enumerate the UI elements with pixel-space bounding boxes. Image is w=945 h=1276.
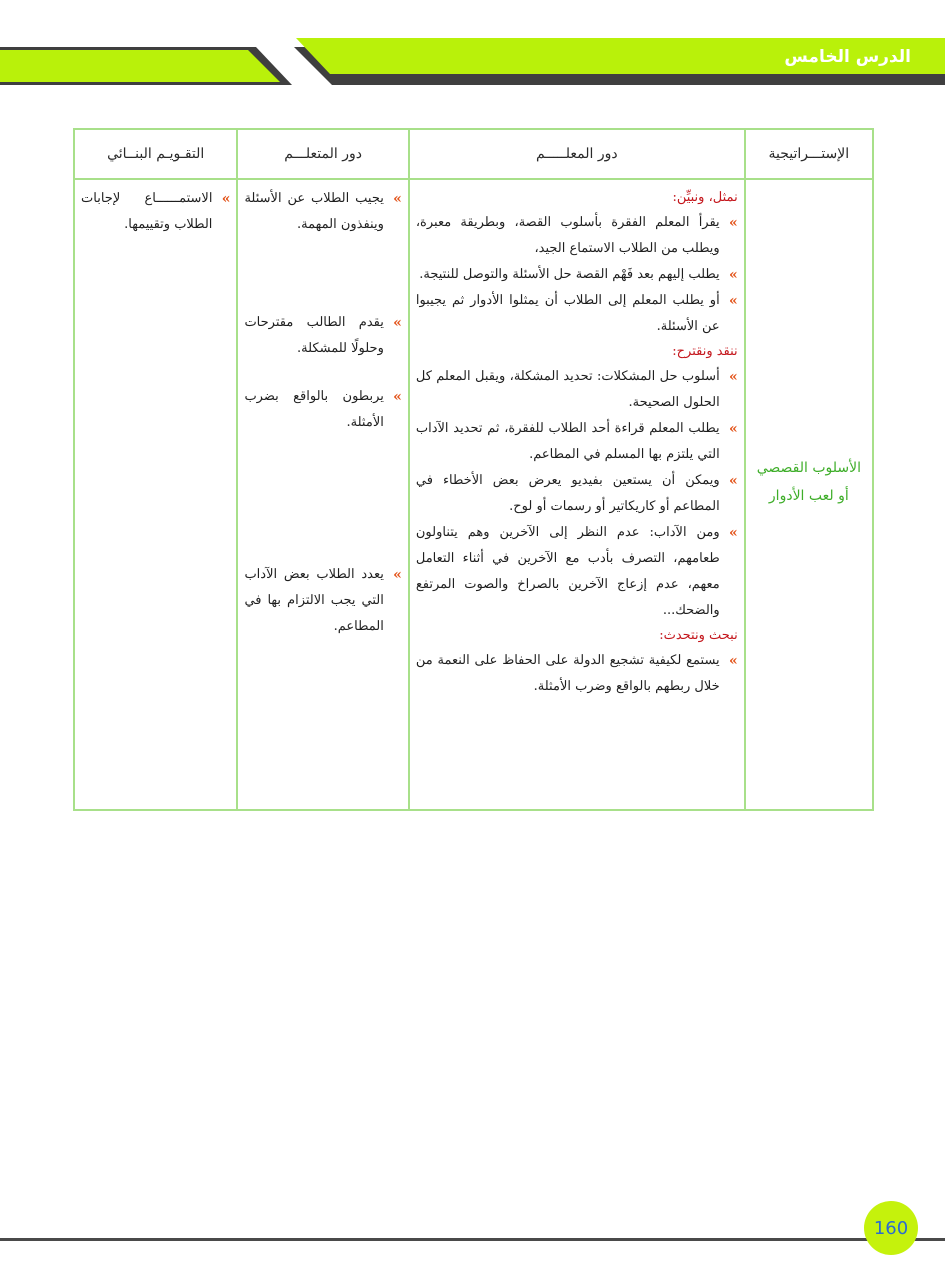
footer-line xyxy=(0,1238,945,1241)
learner-role-cell xyxy=(237,179,408,810)
header-teacher-role: دور المعلـــــم xyxy=(409,129,745,179)
learner-item: » يقدم الطالب مقترحات وحلولًا للمشكلة. xyxy=(244,310,401,362)
strategy-line-2: أو لعب الأدوار xyxy=(768,488,849,504)
teacher-role-cell xyxy=(409,179,745,810)
lesson-plan-table xyxy=(73,128,874,811)
lesson-title: الدرس الخامس xyxy=(784,47,911,67)
spacer xyxy=(244,238,401,310)
teacher-item: » ومن الآداب: عدم النظر إلى الآخرين وهم يتناولون طعامهم، التصرف بأدب مع الآخرين في أثناء التعامل معهم، عدم إزعاج الآخرين بالصراخ والصوت المرتفع والضحك... xyxy=(416,520,738,624)
teacher-item: » أسلوب حل المشكلات: تحديد المشكلة، ويقبل المعلم كل الحلول الصحيحة. xyxy=(416,364,738,416)
learner-item: » يعدد الطلاب بعض الآداب التي يجب الالتزام بها في المطاعم. xyxy=(244,562,401,640)
teacher-item: » يستمع لكيفية تشجيع الدولة على الحفاظ على النعمة من خلال ربطهم بالواقع وضرب الأمثلة. xyxy=(416,648,738,700)
banner-left-green xyxy=(0,50,280,82)
spacer xyxy=(244,362,401,384)
learner-item: » يجيب الطلاب عن الأسئلة وينفذون المهمة. xyxy=(244,186,401,238)
learner-item: » يربطون بالواقع بضرب الأمثلة. xyxy=(244,384,401,436)
teacher-item: » يطلب المعلم قراءة أحد الطلاب للفقرة، ثم تحديد الآداب التي يلتزم بها المسلم في المطاعم. xyxy=(416,416,738,468)
teacher-item: » أو يطلب المعلم إلى الطلاب أن يمثلوا الأدوار ثم يجيبوا عن الأسئلة. xyxy=(416,288,738,340)
assessment-item: » الاستمــــــاع لإجابات الطلاب وتقييمها. xyxy=(81,186,230,238)
lesson-banner xyxy=(0,0,945,100)
header-assessment: التقـويـم البنــائي xyxy=(74,129,237,179)
teacher-item: » يطلب إليهم بعد فَهْم القصة حل الأسئلة والتوصل للنتيجة. xyxy=(416,262,738,288)
strategy-name xyxy=(752,454,866,510)
assessment-cell xyxy=(74,179,237,810)
table-header-row xyxy=(74,129,873,179)
teacher-item: » ويمكن أن يستعين بفيديو يعرض بعض الأخطاء في المطاعم أو كاريكاتير أو رسمات أو لوح. xyxy=(416,468,738,520)
page-number-badge xyxy=(864,1201,918,1255)
strategy-cell xyxy=(745,179,873,810)
header-strategy: الإستـــراتيجية xyxy=(745,129,873,179)
strategy-line-1: الأسلوب القصصي xyxy=(756,460,861,476)
page-number: 160 xyxy=(873,1217,909,1239)
section-heading-model: نمثل، ونبيِّن: xyxy=(672,190,738,205)
teacher-item: » يقرأ المعلم الفقرة بأسلوب القصة، وبطريقة معبرة، ويطلب من الطلاب الاستماع الجيد، xyxy=(416,210,738,262)
spacer xyxy=(244,436,401,562)
header-learner-role: دور المتعلـــم xyxy=(237,129,408,179)
table-row xyxy=(74,179,873,810)
section-heading-research: نبحث ونتحدث: xyxy=(659,628,738,643)
section-heading-critique: ننقد ونقترح: xyxy=(672,344,738,359)
